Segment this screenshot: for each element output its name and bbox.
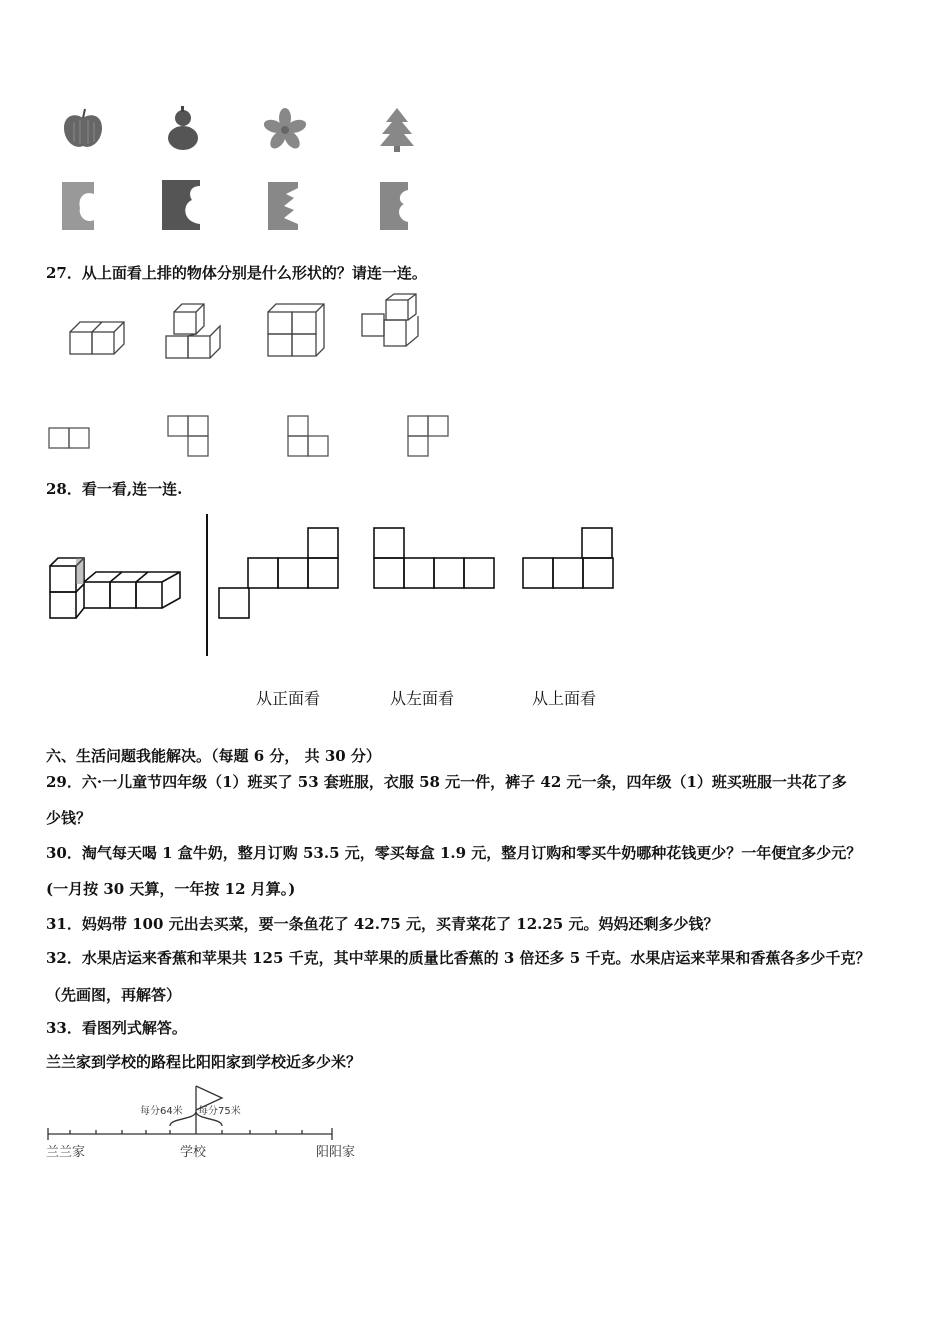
apple-icon <box>60 106 106 152</box>
top-view-1 <box>48 426 92 450</box>
left-speed-label: 每分64米 <box>140 1106 183 1117</box>
question-32-line2: （先画图，再解答） <box>46 986 182 1004</box>
distance-diagram <box>46 1082 366 1166</box>
top-view-4 <box>406 414 452 460</box>
apple-cutout <box>60 180 100 232</box>
view-figure-1 <box>218 526 342 620</box>
tree-cutout <box>266 180 308 232</box>
cube-figure-3 <box>262 300 326 360</box>
cube-figure-1 <box>62 310 126 358</box>
view-figure-3 <box>522 526 616 590</box>
section-6-heading: 六、生活问题我能解决。（每题 6 分， 共 30 分） <box>46 747 381 765</box>
top-view-2 <box>166 414 212 460</box>
question-29-line2: 少钱？ <box>46 809 92 827</box>
cube-figure-2 <box>160 298 226 362</box>
question-30-line1: 30．淘气每天喝 1 盒牛奶，整月订购 53.5 元，零买每盒 1.9 元，整月订购和零买牛奶哪种花钱更少？一年便宜多少元？ <box>46 844 862 862</box>
question-29-line1: 29．六·一儿童节四年级（1）班买了 53 套班服，衣服 58 元一件，裤子 42 元一条，四年级（1）班买班服一共花了多 <box>46 773 847 791</box>
question-30-line2: (一月按 30 天算，一年按 12 月算。) <box>46 880 296 898</box>
flower-icon <box>262 108 308 152</box>
question-33-prompt: 兰兰家到学校的路程比阳阳家到学校近多少米？ <box>46 1053 362 1071</box>
question-27: 27．从上面看上排的物体分别是什么形状的？请连一连。 <box>46 264 427 282</box>
cube-solid-figure <box>48 554 184 620</box>
tree-icon <box>374 106 420 152</box>
label-top-view: 从上面看 <box>532 689 597 708</box>
yangyang-home-label: 阳阳家 <box>316 1145 356 1160</box>
question-32-line1: 32．水果店运来香蕉和苹果共 125 千克，其中苹果的质量比香蕉的 3 倍还多 5 千克。水果店运来苹果和香蕉各多少千克？ <box>46 949 871 967</box>
gourd-icon <box>160 106 206 152</box>
lanlan-home-label: 兰兰家 <box>46 1145 86 1160</box>
question-28: 28．看一看,连一连. <box>46 480 183 498</box>
top-view-3 <box>286 414 332 460</box>
gourd-cutout <box>160 178 208 232</box>
cube-figure-4 <box>356 292 426 356</box>
divider-line <box>206 514 208 656</box>
school-label: 学校 <box>180 1145 207 1160</box>
right-speed-label: 每分75米 <box>198 1106 241 1117</box>
question-31: 31．妈妈带 100 元出去买菜，要一条鱼花了 42.75 元，买青菜花了 12.25 元。妈妈还剩多少钱？ <box>46 915 719 933</box>
label-left-view: 从左面看 <box>390 689 455 708</box>
label-front-view: 从正面看 <box>256 689 321 708</box>
view-figure-2 <box>372 526 496 590</box>
flower-cutout <box>378 180 422 232</box>
question-33: 33．看图列式解答。 <box>46 1019 187 1037</box>
